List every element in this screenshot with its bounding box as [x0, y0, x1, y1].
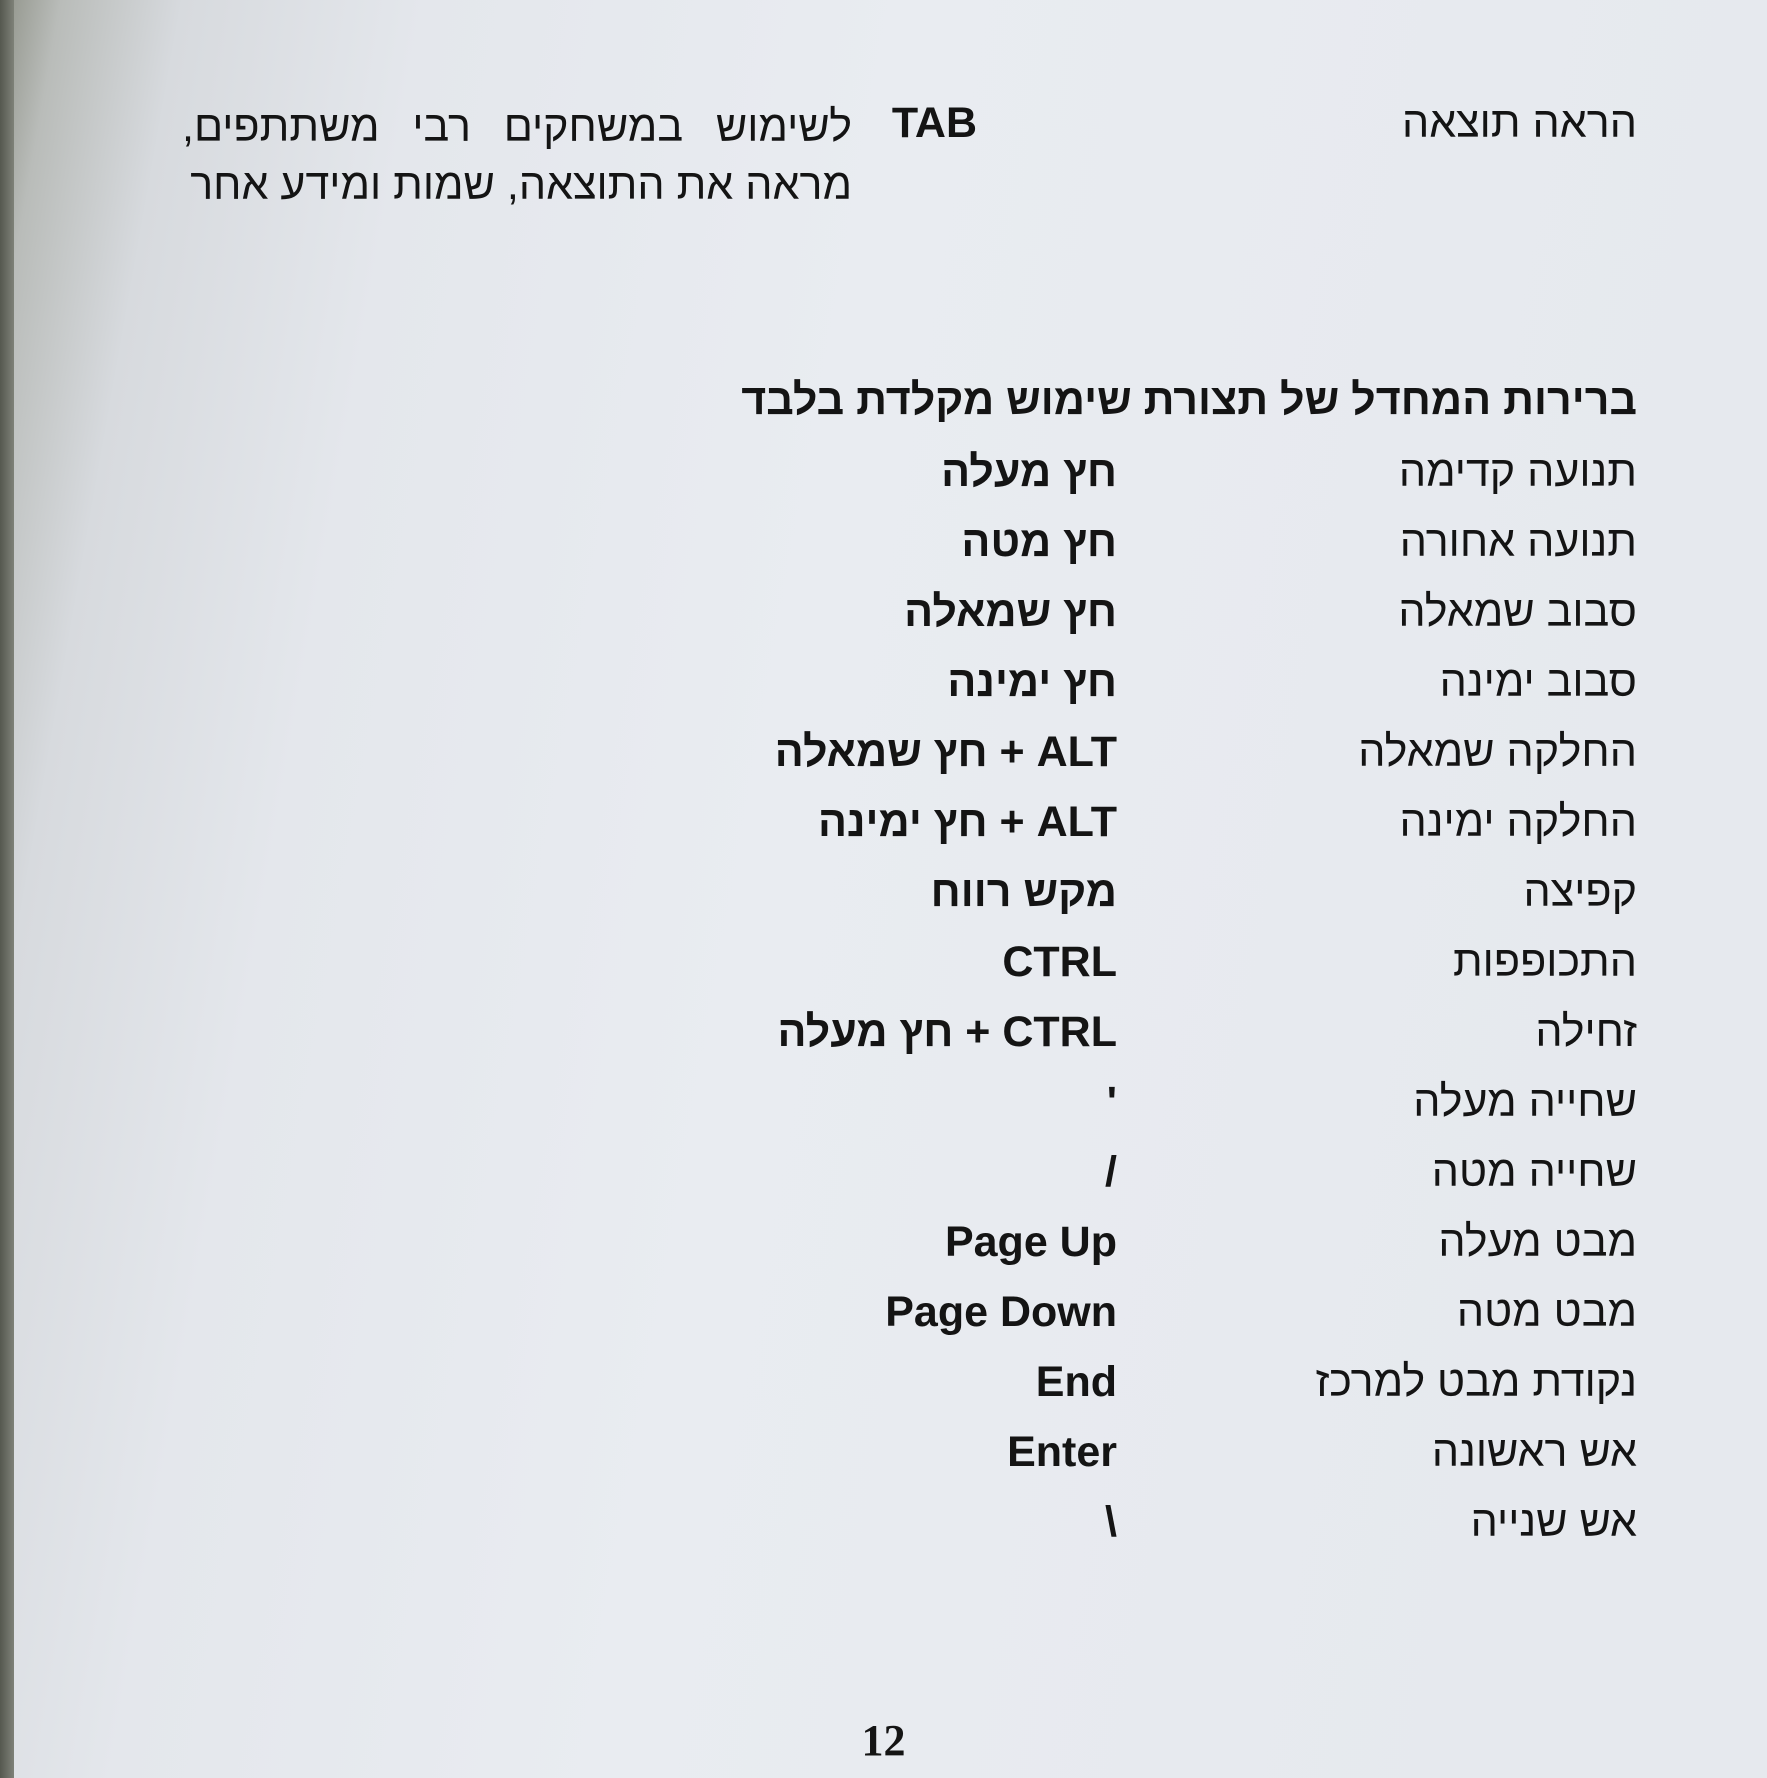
control-action: מבט מעלה: [1438, 1218, 1637, 1266]
control-action: אש שנייה: [1470, 1498, 1637, 1546]
control-row: [0, 1357, 1767, 1407]
control-row: [0, 587, 1767, 637]
page-number: 12: [861, 1716, 906, 1765]
control-action: שחייה מעלה: [1413, 1078, 1637, 1126]
control-action: תנועה קדימה: [1398, 448, 1637, 496]
tab-entry-key: TAB: [891, 99, 977, 147]
control-row: [0, 937, 1767, 987]
control-action: החלקה שמאלה: [1358, 728, 1637, 776]
tab-entry-action: הראה תוצאה: [1402, 99, 1637, 147]
control-key: חץ שמאלה: [904, 588, 1117, 636]
control-key: Page Down: [885, 1288, 1117, 1336]
control-row: [0, 1077, 1767, 1127]
control-key: CTRL: [1002, 938, 1117, 986]
control-key: End: [1035, 1358, 1117, 1406]
control-row: [0, 517, 1767, 567]
control-key: Enter: [1007, 1428, 1117, 1476]
control-action: שחייה מטה: [1431, 1148, 1637, 1196]
control-key: /: [1105, 1148, 1117, 1196]
control-action: מבט מטה: [1456, 1288, 1637, 1336]
control-row: [0, 1497, 1767, 1547]
control-key: חץ מעלה: [941, 448, 1117, 496]
control-key: ALT + חץ שמאלה: [774, 728, 1117, 776]
section-title: ברירות המחדל של תצורת שימוש מקלדת בלבד: [741, 376, 1637, 424]
control-action: נקודת מבט למרכז: [1315, 1358, 1637, 1406]
control-key: Page Up: [944, 1218, 1117, 1266]
control-row: [0, 447, 1767, 497]
control-action: קפיצה: [1523, 868, 1637, 916]
control-action: תנועה אחורה: [1399, 518, 1637, 566]
control-action: התכופפות: [1452, 938, 1637, 986]
control-key: חץ ימינה: [947, 658, 1117, 706]
control-key: חץ מטה: [961, 518, 1117, 566]
control-key: ALT + חץ ימינה: [817, 798, 1117, 846]
control-row: [0, 657, 1767, 707]
control-action: אש ראשונה: [1431, 1428, 1637, 1476]
tab-entry-description: לשימוש במשחקים רבי משתתפים, מראה את התוצאה, שמות ומידע אחר: [182, 103, 852, 209]
control-action: סבוב ימינה: [1439, 658, 1637, 706]
control-row: [0, 797, 1767, 847]
control-row: [0, 867, 1767, 917]
control-action: זחילה: [1535, 1008, 1637, 1056]
control-action: החלקה ימינה: [1399, 798, 1637, 846]
control-row: [0, 1217, 1767, 1267]
control-row: [0, 1007, 1767, 1057]
control-action: סבוב שמאלה: [1398, 588, 1637, 636]
control-row: [0, 1147, 1767, 1197]
control-key: מקש רווח: [930, 868, 1117, 916]
control-row: [0, 1427, 1767, 1477]
tab-entry: [0, 98, 1767, 278]
control-key: ': [1106, 1078, 1117, 1126]
control-key: CTRL + חץ מעלה: [777, 1008, 1117, 1056]
control-key: \: [1105, 1498, 1117, 1546]
control-row: [0, 1287, 1767, 1337]
control-row: [0, 727, 1767, 777]
